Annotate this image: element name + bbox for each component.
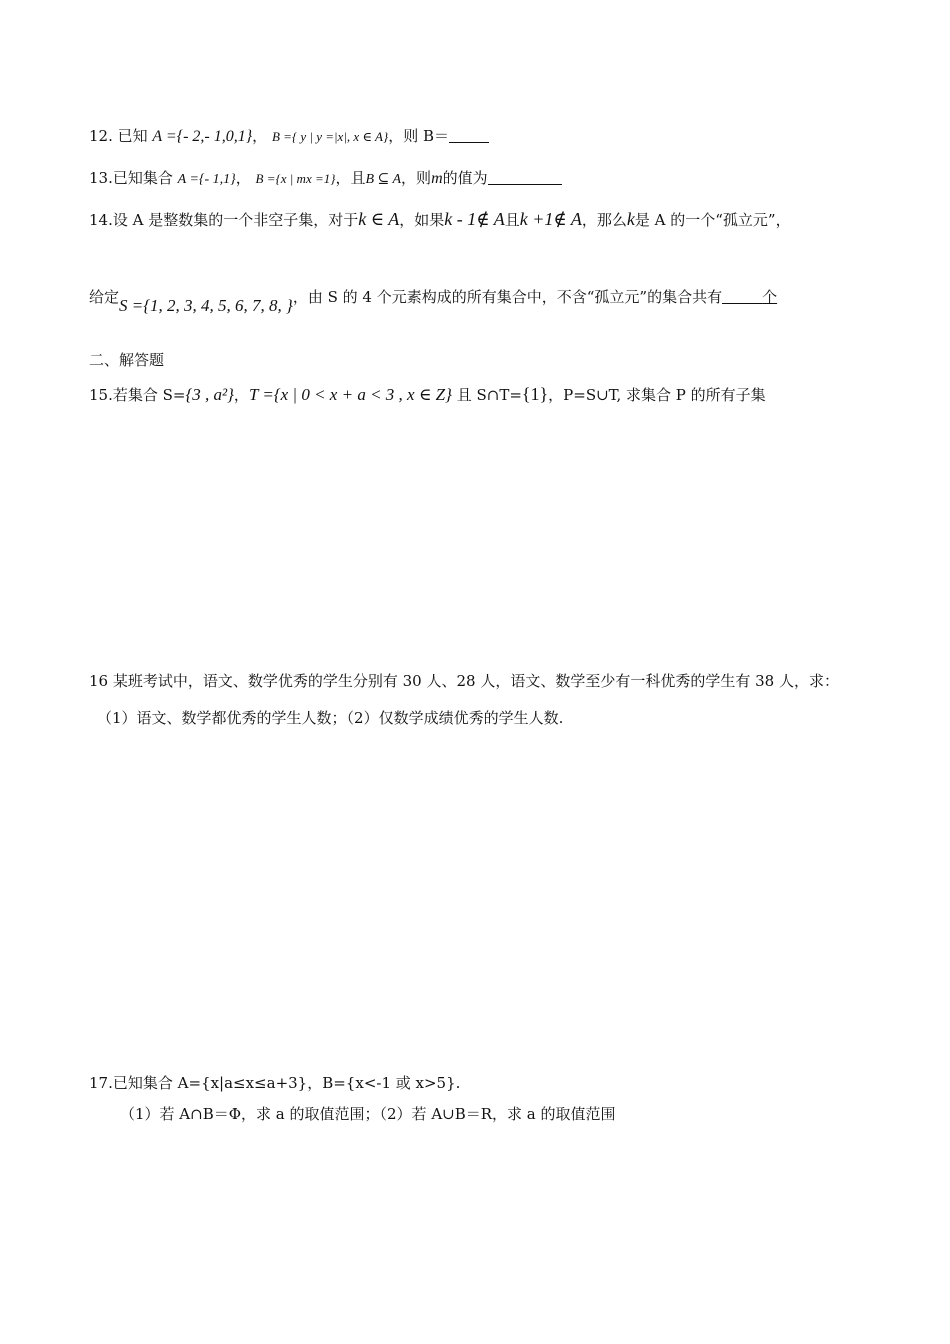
question-16-line2: [97, 708, 563, 728]
q13-mid2: ，则: [401, 169, 432, 187]
q12-set-a: A ={- 2,- 1,0,1}: [152, 128, 253, 145]
section-2-heading: 二、解答题: [89, 351, 165, 369]
q13-comma: ，: [235, 169, 251, 187]
q13-set-a: A ={- 1,1}: [177, 172, 236, 187]
q12-answer-blank[interactable]: [449, 126, 489, 143]
q16-line1: 16 某班考试中，语文、数学优秀的学生分别有 30 人、28 人，语文、数学至少有一科优秀的学生有 38 人，求：: [89, 672, 839, 690]
q13-suffix: 的值为: [442, 169, 488, 187]
section-heading: [89, 350, 164, 370]
q16-line2: （1）语文、数学都优秀的学生人数；（2）仅数学成绩优秀的学生人数.: [97, 709, 564, 727]
q14-answer-blank[interactable]: [722, 287, 762, 304]
q14-part1: 14.设 A 是整数集的一个非空子集，对于: [89, 211, 359, 229]
q14-part4: ，那么: [581, 211, 627, 229]
q17-line1: 17.已知集合 A={x|a≤x≤a+3}，B={x<-1 或 x>5}.: [89, 1074, 461, 1092]
q14-part2: ，如果: [399, 211, 445, 229]
q13-subset: B ⊆ A: [365, 172, 402, 187]
q13-prefix: 13.已知集合: [89, 169, 173, 187]
q15-prefix: 15.若集合 S=: [89, 386, 186, 404]
question-16: [89, 671, 839, 691]
q14-k-in-a: k ∈ A: [358, 209, 400, 229]
q15-set-t: T ={x | 0 < x + a < 3 , x ∈ Z}: [248, 385, 452, 404]
q14-part3: 且: [504, 211, 520, 229]
q13-mid: ，且: [335, 169, 366, 187]
question-17-line2: [120, 1104, 616, 1124]
q14-part5: 是 A 的一个“孤立元”，: [634, 211, 791, 229]
q12-set-b: B ={ y | y =|x|, x ∈ A}: [271, 129, 389, 144]
q12-prefix: 12. 已知: [89, 127, 148, 145]
q15-comma: ，: [233, 386, 249, 404]
question-14: [89, 209, 791, 230]
q15-suffix: ，P=S∪T, 求集合 P 的所有子集: [548, 386, 766, 404]
question-17: [89, 1073, 460, 1093]
q14-k-plus: k +1∉ A: [519, 209, 582, 229]
q17-line2: （1）若 A∩B＝Φ，求 a 的取值范围；（2）若 A∪B＝R，求 a 的取值范围: [120, 1105, 616, 1123]
question-13: [89, 168, 562, 190]
q15-mid: 且 S∩T=: [456, 386, 522, 404]
q14-k: k: [626, 209, 635, 229]
q12-comma: ，: [252, 127, 268, 145]
q14-k-minus: k - 1∉ A: [444, 209, 505, 229]
q14-line2-suffix: 个: [762, 288, 778, 306]
q13-answer-blank[interactable]: [488, 168, 562, 185]
q14-line2-mid: ，由 S 的 4 个元素构成的所有集合中，不含“孤立元”的集合共有: [292, 288, 723, 306]
q13-m: m: [431, 170, 443, 187]
question-12: [89, 126, 489, 147]
question-14-line2: [89, 287, 778, 315]
question-15: [89, 384, 766, 405]
q15-intersection: {1}: [521, 384, 549, 404]
q12-suffix: ，则 B＝: [388, 127, 449, 145]
q14-line2-prefix: 给定: [89, 288, 120, 306]
q13-set-b: B ={x | mx =1}: [255, 171, 336, 186]
q15-set-s: {3 , a²}: [185, 385, 234, 404]
q14-set-s: S ={1, 2, 3, 4, 5, 6, 7, 8, }: [119, 296, 293, 315]
